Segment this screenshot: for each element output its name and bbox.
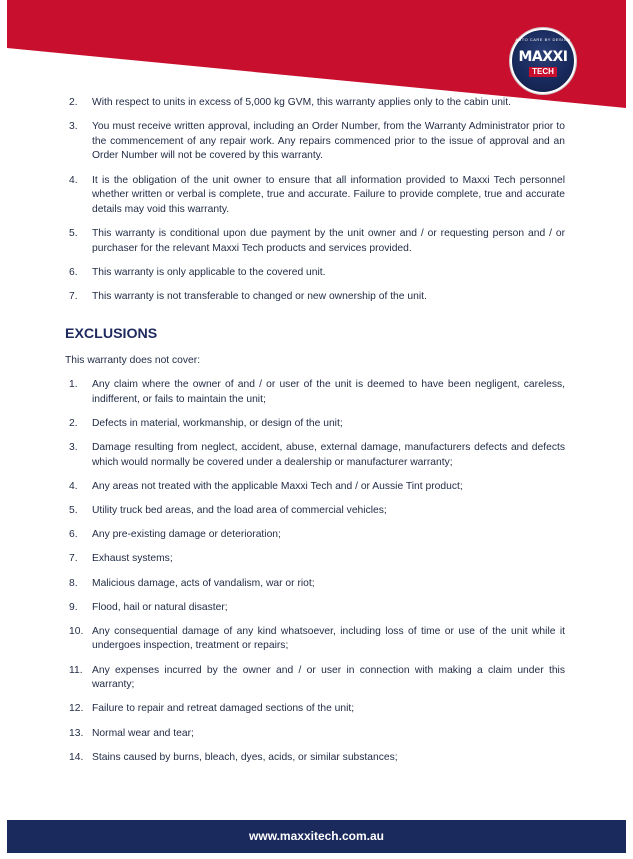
list-item-number: 9. — [69, 601, 78, 613]
exclusions-intro: This warranty does not cover: — [65, 354, 201, 366]
list-item — [65, 601, 565, 616]
list-item-number: 8. — [69, 577, 78, 589]
list-item-number: 13. — [69, 727, 84, 739]
list-item — [65, 96, 565, 111]
list-item-text: Defects in material, workmanship, or design of the unit; — [92, 417, 343, 429]
list-item — [65, 751, 565, 766]
list-item-text: Any consequential damage of any kind whatsoever, including loss of time or use of the unit while it undergoes inspection, treatment or repairs; — [92, 625, 565, 652]
list-item — [65, 120, 565, 164]
footer-band — [7, 820, 626, 853]
list-item-number: 1. — [69, 379, 78, 390]
list-item-text: Flood, hail or natural disaster; — [92, 601, 228, 613]
list-item-text: Malicious damage, acts of vandalism, war or riot; — [92, 577, 315, 589]
conditions-list — [65, 96, 565, 305]
list-item-number: 5. — [69, 227, 78, 239]
list-item-text: This warranty is only applicable to the covered unit. — [92, 266, 326, 278]
list-item — [65, 378, 565, 407]
list-item-number: 2. — [69, 97, 78, 108]
list-item — [65, 727, 565, 742]
list-item-number: 3. — [69, 121, 78, 133]
list-item-number: 12. — [69, 703, 84, 715]
document-page — [7, 0, 626, 859]
list-item — [65, 664, 565, 693]
list-item-number: 6. — [69, 529, 78, 541]
list-item — [65, 552, 565, 567]
list-item — [65, 174, 565, 218]
list-item-number: 4. — [69, 174, 78, 186]
list-item — [65, 290, 565, 305]
document-body — [65, 96, 565, 775]
list-item-text: Exhaust systems; — [92, 553, 173, 565]
list-item-text: Any claim where the owner of and / or user of the unit is deemed to have been negligent, careless, indifferent, or fails to maintain the unit; — [92, 379, 565, 405]
list-item — [65, 266, 565, 281]
list-item-number: 2. — [69, 417, 78, 429]
list-item-text: This warranty is conditional upon due payment by the unit owner and / or requesting person and / or purchaser for the relevant Maxxi Tech products and services provided. — [92, 227, 565, 254]
maxxi-tech-logo — [510, 28, 576, 94]
list-item-number: 11. — [69, 664, 83, 676]
list-item-text: This warranty is not transferable to changed or new ownership of the unit. — [92, 290, 427, 302]
list-item-text: Any areas not treated with the applicable Maxxi Tech and / or Aussie Tint product; — [92, 480, 463, 492]
list-item-text: Normal wear and tear; — [92, 727, 194, 739]
logo-subtitle: TECH — [529, 67, 557, 77]
list-item — [65, 480, 565, 495]
list-item-text: It is the obligation of the unit owner to ensure that all information provided to Maxxi Tech personnel whether written or verbal is complete, true and accurate. Failure to provide complete, true and accurate details may void this warranty. — [92, 174, 565, 215]
logo-wordmark: MAXXI — [518, 49, 568, 65]
list-item — [65, 417, 565, 432]
list-item — [65, 528, 565, 543]
list-item-text: Damage resulting from neglect, accident, abuse, external damage, manufacturers defects and defects which would normally be covered under a dealership or manufacturer warranty; — [92, 441, 565, 468]
list-item-text: Any pre-existing damage or deterioration; — [92, 529, 281, 541]
list-item-text: Stains caused by burns, bleach, dyes, acids, or similar substances; — [92, 751, 398, 763]
list-item-text: You must receive written approval, including an Order Number, from the Warranty Administrator prior to the commencement of any repair work. Any repairs commenced prior to the issue of approval and an Order Number will not be covered by this warranty. — [92, 121, 565, 162]
list-item-number: 5. — [69, 504, 78, 516]
list-item-number: 14. — [69, 751, 84, 763]
list-item-text: Utility truck bed areas, and the load area of commercial vehicles; — [92, 504, 387, 516]
list-item — [65, 227, 565, 256]
list-item-text: Any expenses incurred by the owner and / or user in connection with making a claim under this warranty; — [92, 664, 565, 691]
list-item-number: 3. — [69, 441, 78, 453]
list-item-number: 10. — [69, 625, 84, 637]
list-item-text: Failure to repair and retreat damaged sections of the unit; — [92, 703, 355, 715]
list-item-number: 7. — [69, 553, 78, 565]
logo-tagline: AUTO CARE BY DESIGN — [515, 37, 571, 42]
list-item — [65, 504, 565, 519]
website-link[interactable]: www.maxxitech.com.au — [249, 829, 384, 843]
list-item-number: 6. — [69, 266, 78, 278]
list-item — [65, 625, 565, 654]
list-item-number: 4. — [69, 480, 78, 492]
list-item-number: 7. — [69, 290, 78, 302]
section-title-exclusions: EXCLUSIONS — [65, 325, 158, 342]
list-item — [65, 577, 565, 592]
exclusions-list — [65, 378, 565, 765]
list-item-text: With respect to units in excess of 5,000 kg GVM, this warranty applies only to the cabin unit. — [92, 97, 511, 108]
list-item — [65, 441, 565, 470]
list-item — [65, 702, 565, 717]
